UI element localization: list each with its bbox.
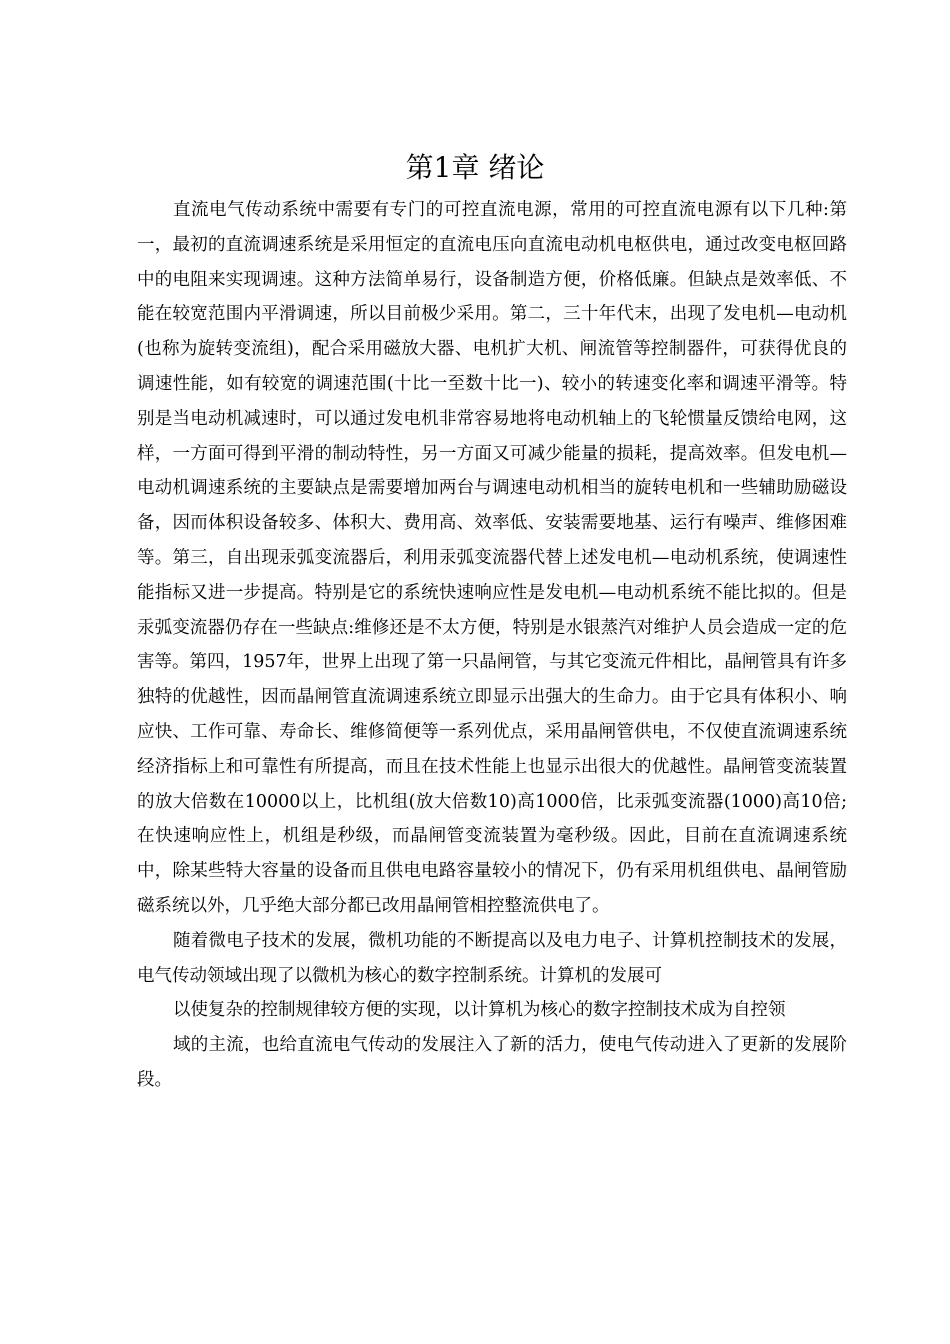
chapter-title: 第1章 绪论	[405, 151, 545, 184]
paragraph-2: 随着微电子技术的发展，微机功能的不断提高以及电力电子、计算机控制技术的发展，电气传动领域出现了以微机为核心的数字控制系统。计算机的发展可	[137, 930, 847, 986]
paragraph-1: 直流电气传动系统中需要有专门的可控直流电源，常用的可控直流电源有以下几种:第一，最初的直流调速系统是采用恒定的直流电压向直流电动机电枢供电，通过改变电枢回路中的电阻来实现调速。这种方法简单易行，设备制造方便，价格低廉。但缺点是效率低、不能在较宽范围内平滑调速，所以目前极少采用。第二，三十年代末，出现了发电机—电动机(也称为旋转变流组)，配合采用磁放大器、电机扩大机、闸流管等控制器件，可获得优良的调速性能，如有较宽的调速范围(十比一至数十比一)、较小的转速变化率和调速平滑等。特别是当电动机减速时，可以通过发电机非常容易地将电动机轴上的飞轮惯量反馈给电网，这样，一方面可得到平滑的制动特性，另一方面又可减少能量的损耗，提高效率。但发电机—电动机调速系统的主要缺点是需要增加两台与调速电动机相当的旋转电机和一些辅助励磁设备，因而体积设备较多、体积大、费用高、效率低、安装需要地基、运行有噪声、维修困难等。第三，自出现汞弧变流器后，利用汞弧变流器代替上述发电机—电动机系统，使调速性能指标又进一步提高。特别是它的系统快速响应性是发电机—电动机系统不能比拟的。但是汞弧变流器仍存在一些缺点:维修还是不太方便，特别是水银蒸汽对维护人员会造成一定的危害等。第四，1957年，世界上出现了第一只晶闸管，与其它变流元件相比，晶闸管具有许多独特的优越性，因而晶闸管直流调速系统立即显示出强大的生命力。由于它具有体积小、响应快、工作可靠、寿命长、维修简便等一系列优点，采用晶闸管供电，不仅使直流调速系统经济指标上和可靠性有所提高，而且在技术性能上也显示出很大的优越性。晶闸管变流装置的放大倍数在10000以上，比机组(放大倍数10)高1000倍，比汞弧变流器(1000)高10倍;在快速响应性上，机组是秒级，而晶闸管变流装置为毫秒级。因此，目前在直流调速系统中，除某些特大容量的设备而且供电电路容量较小的情况下，仍有采用机组供电、晶闸管励磁系统以外，几乎绝大部分都已改用晶闸管相控整流供电了。	[137, 200, 847, 916]
body-text	[137, 193, 847, 1098]
paragraph-4: 域的主流，也给直流电气传动的发展注入了新的活力，使电气传动进入了更新的发展阶段。	[137, 1035, 847, 1090]
paragraph-3: 以使复杂的控制规律较方便的实现，以计算机为核心的数字控制技术成为自控领	[173, 1000, 786, 1021]
